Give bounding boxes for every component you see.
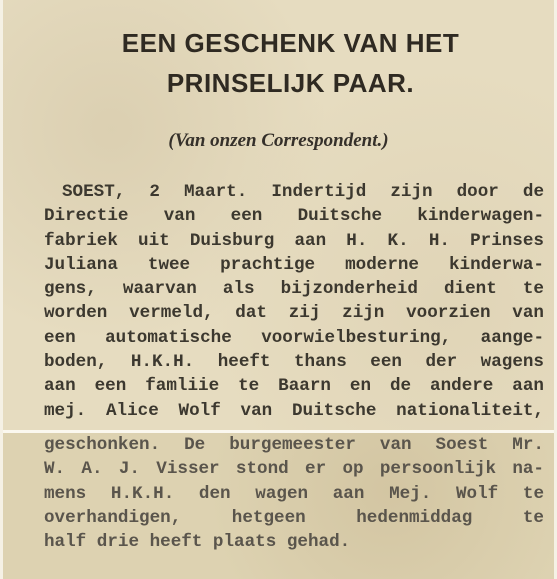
body-line: mens H.K.H. den wagen aan Mej. Wolf te (44, 483, 544, 504)
body-line: geschonken. De burgemeester van Soest Mr. (44, 435, 544, 455)
headline-line-2: PRINSELIJK PAAR. (166, 68, 415, 98)
body-line: W. A. J. Visser stond er op persoonlijk na- (44, 459, 544, 480)
body-line: half drie heeft plaats gehad. (44, 532, 351, 553)
article-body-lower (44, 433, 544, 554)
body-line: SOEST, 2 Maart. Indertijd zijn door de (62, 182, 544, 202)
body-line: gens, waarvan als bijzonderheid dient te (44, 279, 544, 300)
body-line: boden, H.K.H. heeft thans een der wagens (44, 352, 544, 373)
body-line: een automatische voorwielbesturing, aange- (44, 327, 544, 348)
headline-line-1: EEN GESCHENK VAN HET (121, 28, 460, 58)
body-line: mej. Alice Wolf van Duitsche nationaliteit, (44, 400, 544, 421)
body-line: overhandigen, hetgeen hedenmiddag te (44, 507, 544, 528)
byline: (Van onzen Correspondent.) (168, 130, 389, 151)
clipping-left-edge (0, 0, 3, 579)
body-line: Juliana twee prachtige moderne kinderwa- (44, 254, 544, 275)
article-body-upper (44, 180, 544, 423)
body-line: fabriek uit Duisburg aan H. K. H. Prinses (44, 230, 544, 251)
body-line: worden vermeld, dat zij zijn voorzien van (44, 303, 544, 324)
body-line: Directie van een Duitsche kinderwagen- (44, 206, 544, 227)
body-line: aan een famliie te Baarn en de andere aan (44, 376, 544, 397)
